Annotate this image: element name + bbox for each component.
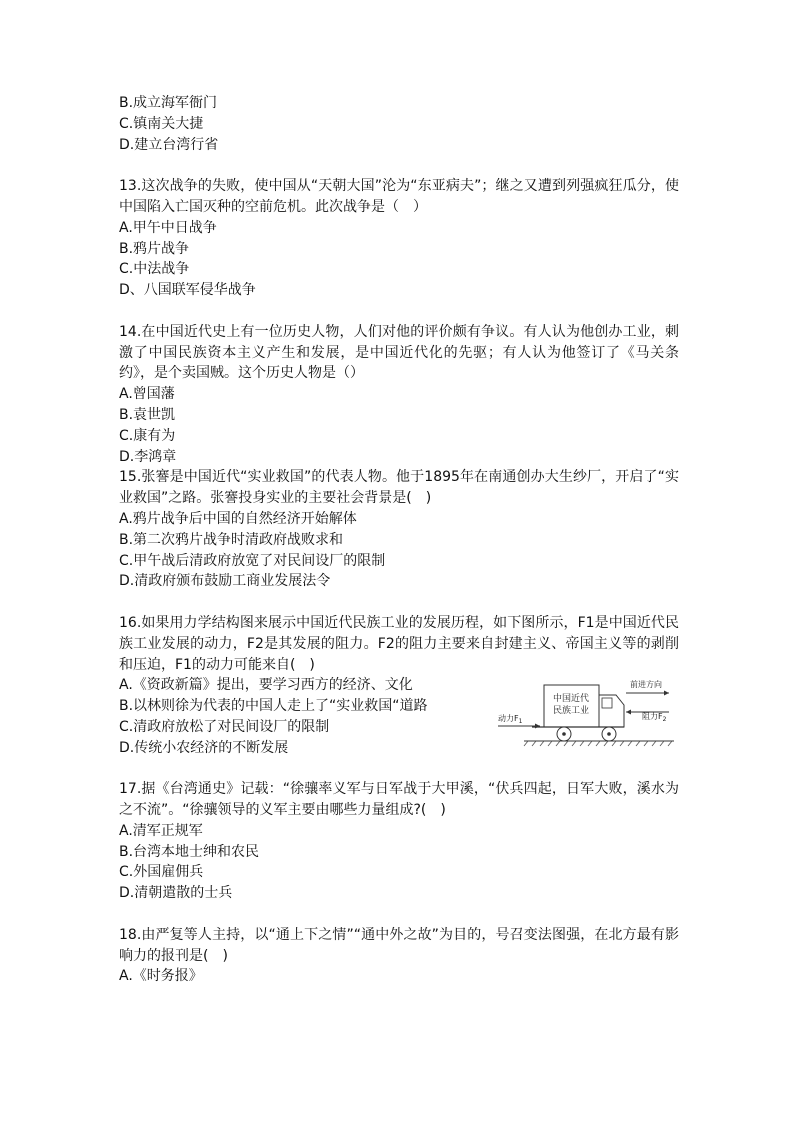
q12-option-b: B.成立海军衙门 [119, 95, 218, 111]
exam-page [119, 93, 679, 987]
q13-option-c: C.中法战争 [119, 261, 190, 278]
q17-stem: 17.据《台湾通史》记载：“徐骧率义军与日军战于大甲溪，“伏兵四起，日军大败，溪水为之不流”。“徐骧领导的义军主要由哪些力量组成?( ) [119, 781, 679, 819]
resistance-arrow-head [626, 710, 631, 715]
q16-stem: 16.如果用力学结构图来展示中国近代民族工业的发展历程，如下图所示，F1是中国近代民族工业发展的动力，F2是其发展的阻力。F2的阻力主要来自封建主义、帝国主义等的剥削和压迫，F1的动力可能来自( ) [119, 614, 679, 673]
spacer [119, 301, 679, 322]
cargo-label-line1: 中国近代 [552, 694, 590, 705]
q12-option-d: D.建立台湾行省 [119, 136, 219, 153]
ground-hatching [524, 741, 672, 746]
driving-force-arrow-head [535, 724, 540, 729]
q13-option-d: D、八国联军侵华战争 [119, 282, 256, 299]
q13-option-b: B.鸦片战争 [119, 240, 190, 257]
truck-window [602, 698, 612, 708]
rear-wheel-hub [562, 733, 566, 737]
cargo-label-line2: 民族工业 [552, 706, 590, 717]
q15-option-c: C.甲午战后清政府放宽了对民间设厂的限制 [119, 552, 386, 569]
q15-option-a: A.鸦片战争后中国的自然经济开始解体 [119, 510, 357, 527]
q16-option-c: C.清政府放松了对民间设厂的限制 [119, 718, 330, 735]
force-diagram [494, 675, 689, 755]
force-diagram-svg [494, 675, 689, 755]
q18-stem: 18.由严复等人主持，以“通上下之情”“通中外之故”为目的，号召变法图强，在北方最有影响力的报刊是( ) [119, 926, 679, 964]
spacer [119, 759, 679, 780]
q17-option-c: C.外国雇佣兵 [119, 864, 204, 881]
q13-option-a: A.甲午中日战争 [119, 219, 217, 236]
q16-options-with-figure [119, 675, 679, 758]
spacer [119, 155, 679, 176]
q17-option-b: B.台湾本地士绅和农民 [119, 843, 260, 860]
q14-option-d: D.李鸿章 [119, 448, 177, 465]
q17-option-a: A.清军正规军 [119, 822, 203, 839]
q14-option-c: C.康有为 [119, 427, 176, 444]
resistance-force-label: 阻力$F_2$ [642, 712, 667, 724]
q16-option-d: D.传统小农经济的不断发展 [119, 739, 289, 756]
q15-stem: 15.张謇是中国近代“实业救国”的代表人物。他于1895年在南通创办大生纱厂，开启了“实业救国”之路。张謇投身实业的主要社会背景是( ) [119, 469, 679, 507]
forward-direction-label: 前进方向 [630, 680, 662, 690]
q14-option-a: A.曾国藩 [119, 386, 175, 403]
forward-arrow-head [664, 691, 669, 696]
driving-force-label: 动力$F_1$ [498, 714, 523, 726]
spacer [119, 904, 679, 925]
q15-option-d: D.清政府颁布鼓励工商业发展法令 [119, 573, 331, 590]
q17-option-d: D.清朝遣散的士兵 [119, 885, 233, 902]
q13-stem: 13.这次战争的失败，使中国从“天朝大国”沦为“东亚病夫”；继之又遭到列强疯狂瓜分，使中国陷入亡国灭种的空前危机。此次战争是（ ） [119, 178, 679, 215]
q14-option-b: B.袁世凯 [119, 406, 176, 423]
q15-option-b: B.第二次鸦片战争时清政府战败求和 [119, 531, 344, 548]
spacer [119, 592, 679, 613]
q16-option-b: B.以林则徐为代表的中国人走上了“实业救国“道路 [119, 698, 428, 715]
q16-option-a: A.《资政新篇》提出，要学习西方的经济、文化 [119, 677, 413, 694]
q12-option-c: C.镇南关大捷 [119, 115, 204, 132]
q18-option-a: A.《时务报》 [119, 968, 203, 985]
front-wheel-hub [607, 733, 611, 737]
q14-stem: 14.在中国近代史上有一位历史人物，人们对他的评价颇有争议。有人认为他创办工业，刺激了中国民族资本主义产生和发展，是中国近代化的先驱；有人认为他签订了《马关条约》，是个卖国贼。这个历史人物是（） [119, 323, 679, 382]
